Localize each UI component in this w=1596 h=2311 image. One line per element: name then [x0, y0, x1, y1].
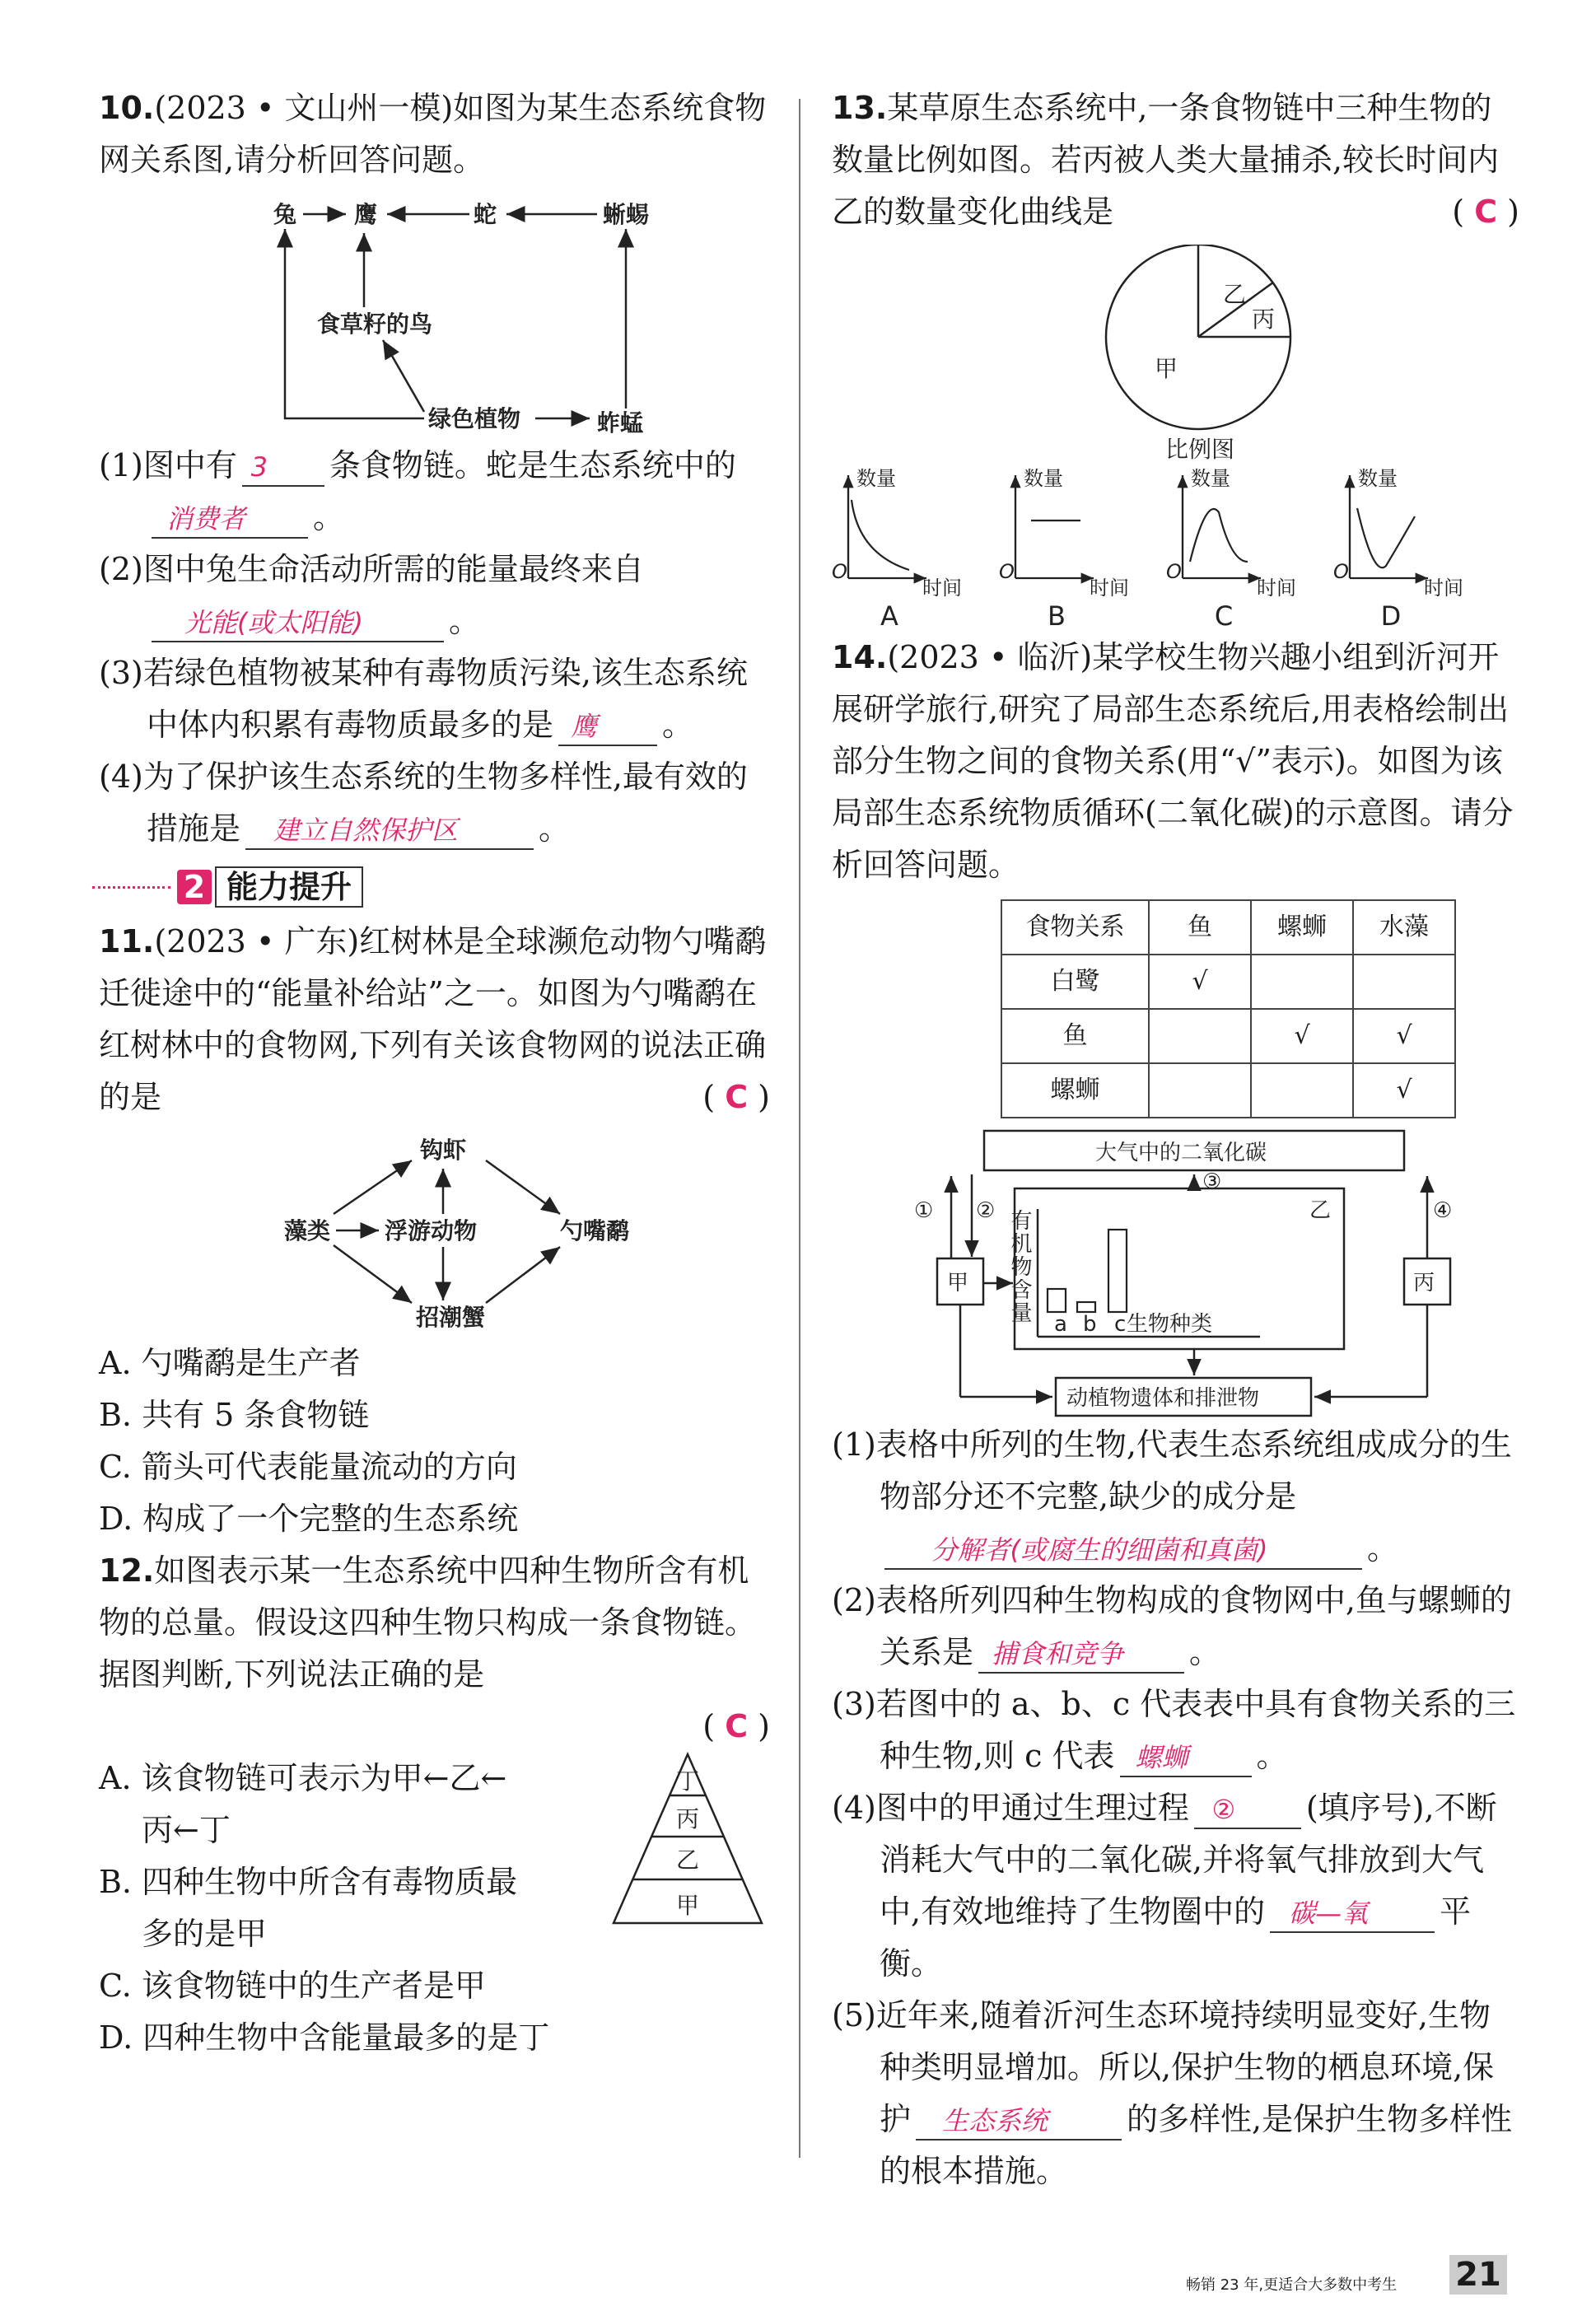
- q12-option-a: A. 该食物链可表示为甲←乙← 丙←丁: [99, 1760, 507, 1848]
- q12-option-d: D. 四种生物中含能量最多的是丁: [99, 2019, 550, 2056]
- organic-bar-b: [1077, 1302, 1095, 1312]
- cycle-n3: ③: [1202, 1170, 1222, 1194]
- q14-carbon-cycle-diagram: [832, 1127, 1519, 1419]
- web-ying: 鹰: [354, 201, 378, 228]
- pie-label-jia: 甲: [1155, 355, 1178, 382]
- cycle-bing: 丙: [1413, 1271, 1435, 1296]
- section-header: [92, 866, 770, 908]
- q10-part3: (3)若绿色植物被某种有毒物质污染,该生态系统中体内积累有毒物质最多的是 鹰 。: [99, 647, 770, 751]
- web-niao: 食草籽的鸟: [317, 310, 433, 338]
- section-dots: [92, 886, 170, 889]
- table-row: [1001, 1063, 1455, 1118]
- graph-b-ylabel: 数量: [1024, 467, 1063, 490]
- q13-answer-bracket: ( C ): [1452, 194, 1519, 230]
- left-column: [99, 82, 770, 2064]
- q10-answer4: 建立自然保护区: [245, 812, 534, 850]
- q12-answer-bracket: ( C ): [702, 1708, 770, 1744]
- right-column: [832, 82, 1519, 2197]
- footer-slogan: 畅销 23 年,更适合大多数中考生: [1186, 2276, 1398, 2294]
- web-zaolei: 藻类: [284, 1217, 331, 1244]
- pie-caption: 比例图: [1165, 436, 1235, 463]
- table-row: [1001, 955, 1455, 1009]
- q12-stem: 12.如图表示某一生态系统中四种生物所含有机物的总量。假设这四种生物只构成一条食物链。据图判断,下列说法正确的是: [99, 1552, 757, 1692]
- q11-answer: C: [725, 1079, 749, 1115]
- organic-bar-c: [1108, 1230, 1127, 1312]
- cycle-n1: ①: [914, 1198, 934, 1223]
- graph-axes: [848, 475, 926, 578]
- q14-food-table: [1001, 899, 1456, 1118]
- q12-answer: C: [725, 1708, 749, 1744]
- pyramid-yi: 乙: [675, 1846, 700, 1874]
- q10-answer1b: 消费者: [152, 501, 308, 539]
- pyramid-ding: 丁: [675, 1767, 700, 1795]
- web-shaozuiyu: 勺嘴鹬: [560, 1217, 630, 1244]
- bar-label-c: c: [1114, 1312, 1127, 1337]
- q10-part1: (1)图中有 3 条食物链。蛇是生态系统中的消费者 。: [99, 440, 770, 544]
- q13-answer: C: [1474, 194, 1498, 230]
- cycle-ylabel: 有机物含量: [1007, 1209, 1032, 1324]
- q14-part5: (5)近年来,随着沂河生态环境持续明显变好,生物种类明显增加。所以,保护生物的栖息环境,保护 生态系统 的多样性,是保护生物多样性的根本措施。: [832, 1997, 1513, 2189]
- cycle-n4: ④: [1433, 1198, 1453, 1223]
- table-header: 螺蛳: [1251, 900, 1353, 955]
- web-zhameng: 蚱蜢: [597, 409, 644, 435]
- web-tu: 兔: [273, 201, 297, 228]
- q10-answer2: 光能(或太阳能): [152, 605, 444, 642]
- section-title: 能力提升: [215, 866, 363, 908]
- q14-part1: (1)表格中所列的生物,代表生态系统组成成分的生物部分还不完整,缺少的成分是分解者(或腐生的细菌和真菌) 。: [832, 1419, 1519, 1575]
- q14-answer1: 分解者(或腐生的细菌和真菌): [884, 1532, 1362, 1570]
- table-cell: 白鹭: [1001, 955, 1149, 1009]
- table-cell: √: [1251, 1009, 1353, 1063]
- graph-letter-c: C: [1214, 600, 1234, 632]
- graph-c-ylabel: 数量: [1191, 467, 1230, 490]
- pyramid-jia: 甲: [675, 1892, 700, 1919]
- web-gouxia: 钩虾: [420, 1137, 467, 1164]
- q11-stem: 11.(2023 • 广东)红树林是全球濒危动物勺嘴鹬迁徙途中的“能量补给站”之一。如图为勺嘴鹬在红树林中的食物网,下列有关该食物网的说法正确的是 ( C ): [99, 916, 770, 1123]
- q10-part2: (2)图中兔生命活动所需的能量最终来自光能(或太阳能) 。: [99, 544, 770, 647]
- column-divider: [799, 99, 800, 2158]
- q12-option-c: C. 该食物链中的生产者是甲: [99, 1968, 486, 2004]
- web-fuyou: 浮游动物: [385, 1217, 478, 1244]
- cycle-xlabel: 生物种类: [1127, 1312, 1213, 1337]
- q14-answer4b: 碳—氧: [1270, 1895, 1435, 1933]
- table-cell: √: [1149, 955, 1251, 1009]
- q10-part4: (4)为了保护该生态系统的生物多样性,最有效的措施是 建立自然保护区 。: [99, 751, 770, 855]
- graph-curve: [1190, 509, 1248, 562]
- q14-answer2: 捕食和竞争: [978, 1636, 1184, 1674]
- graph-d-origin: O: [1333, 560, 1349, 583]
- q11-food-web: [99, 1123, 770, 1338]
- table-cell: √: [1353, 1063, 1455, 1118]
- q14-part4: (4)图中的甲通过生理过程 ② (填序号),不断消耗大气中的二氧化碳,并将氧气排放到大气中,有效地维持了生物圈中的 碳—氧 平衡。: [832, 1790, 1497, 1982]
- graph-axes: [1015, 475, 1094, 578]
- q11-option-c: C. 箭头可代表能量流动的方向: [99, 1449, 517, 1485]
- table-cell: [1251, 1063, 1353, 1118]
- pie-label-bing: 丙: [1252, 306, 1276, 333]
- graph-curve: [852, 500, 909, 570]
- bar-label-a: a: [1054, 1312, 1067, 1337]
- q11-answer-bracket: ( C ): [702, 1079, 770, 1115]
- web-xiyi: 蜥蜴: [603, 201, 650, 228]
- cycle-yi: 乙: [1309, 1198, 1332, 1223]
- table-header-row: [1001, 900, 1455, 955]
- table-cell: [1353, 955, 1455, 1009]
- graph-curve: [1357, 508, 1415, 567]
- graph-a-xlabel: 时间: [922, 577, 962, 600]
- q11-option-d: D. 构成了一个完整的生态系统: [99, 1501, 519, 1537]
- cycle-n2: ②: [976, 1198, 996, 1223]
- q10-answer3: 鹰: [558, 708, 657, 746]
- page-number: 21: [1449, 2255, 1507, 2295]
- graph-d-xlabel: 时间: [1424, 577, 1463, 600]
- table-cell: √: [1353, 1009, 1455, 1063]
- q13-pie-chart: [832, 245, 1519, 467]
- q12-pyramid: [605, 1746, 770, 1935]
- q10-answer1: 3: [242, 449, 324, 487]
- pyramid-bing: 丙: [675, 1805, 700, 1832]
- q12-option-b: B. 四种生物中所含有毒物质最 多的是甲: [99, 1864, 518, 1952]
- section-number: 2: [177, 870, 212, 904]
- cycle-top-label: 大气中的二氧化碳: [1095, 1141, 1267, 1165]
- graph-c-origin: O: [1166, 560, 1182, 583]
- q14-answer4: ②: [1194, 1791, 1301, 1829]
- graph-axes: [1183, 475, 1261, 578]
- q14-part3: (3)若图中的 a、b、c 代表表中具有食物关系的三种生物,则 c 代表 螺蛳 。: [832, 1678, 1519, 1782]
- web-zhaochaoxie: 招潮蟹: [416, 1304, 486, 1331]
- graph-letter-a: A: [880, 600, 898, 632]
- web-zhiwu: 绿色植物: [428, 405, 521, 432]
- graph-letter-d: D: [1380, 600, 1402, 632]
- table-cell: [1149, 1009, 1251, 1063]
- table-cell: 鱼: [1001, 1009, 1149, 1063]
- table-cell: 螺蛳: [1001, 1063, 1149, 1118]
- cycle-jia: 甲: [947, 1271, 969, 1296]
- q13-stem: 13.某草原生态系统中,一条食物链中三种生物的数量比例如图。若丙被人类大量捕杀,较长时间内乙的数量变化曲线是 ( C ): [832, 82, 1519, 238]
- graph-a-ylabel: 数量: [856, 467, 896, 490]
- graph-a-origin: O: [832, 560, 847, 583]
- table-cell: [1149, 1063, 1251, 1118]
- organic-bar-a: [1048, 1289, 1066, 1312]
- q12-options: [99, 1753, 770, 2064]
- table-header: 鱼: [1149, 900, 1251, 955]
- pie-label-yi: 乙: [1223, 281, 1247, 308]
- graph-d-ylabel: 数量: [1358, 467, 1398, 490]
- q11-option-b: B. 共有 5 条食物链: [99, 1397, 370, 1433]
- q11-option-a: A. 勺嘴鹬是生产者: [99, 1345, 361, 1381]
- cycle-bottom-label: 动植物遗体和排泄物: [1066, 1386, 1260, 1411]
- web-she: 蛇: [474, 201, 497, 228]
- table-row: [1001, 1009, 1455, 1063]
- q14-stem: 14.(2023 • 临沂)某学校生物兴趣小组到沂河开展研学旅行,研究了局部生态系统后,用表格绘制出部分生物之间的食物关系(用“√”表示)。如图为该局部生态系统物质循环(二氧化碳)的示意图。请分析回答问题。: [832, 639, 1514, 883]
- bar-label-b: b: [1083, 1312, 1097, 1337]
- table-cell: [1251, 955, 1353, 1009]
- q10-food-web: [99, 188, 770, 435]
- q10-stem: 10.(2023 • 文山州一模)如图为某生态系统食物网关系图,请分析回答问题。: [99, 90, 767, 178]
- q14-part2: (2)表格所列四种生物构成的食物网中,鱼与螺蛳的关系是 捕食和竞争 。: [832, 1575, 1519, 1678]
- table-header: 食物关系: [1001, 900, 1149, 955]
- graph-b-xlabel: 时间: [1090, 577, 1129, 600]
- graph-c-xlabel: 时间: [1257, 577, 1296, 600]
- graph-b-origin: O: [999, 560, 1015, 583]
- q14-answer5: 生态系统: [916, 2103, 1122, 2141]
- q14-answer3: 螺蛳: [1120, 1739, 1252, 1777]
- graph-letter-b: B: [1048, 600, 1066, 632]
- table-header: 水藻: [1353, 900, 1455, 955]
- q13-curve-options: [832, 467, 1519, 632]
